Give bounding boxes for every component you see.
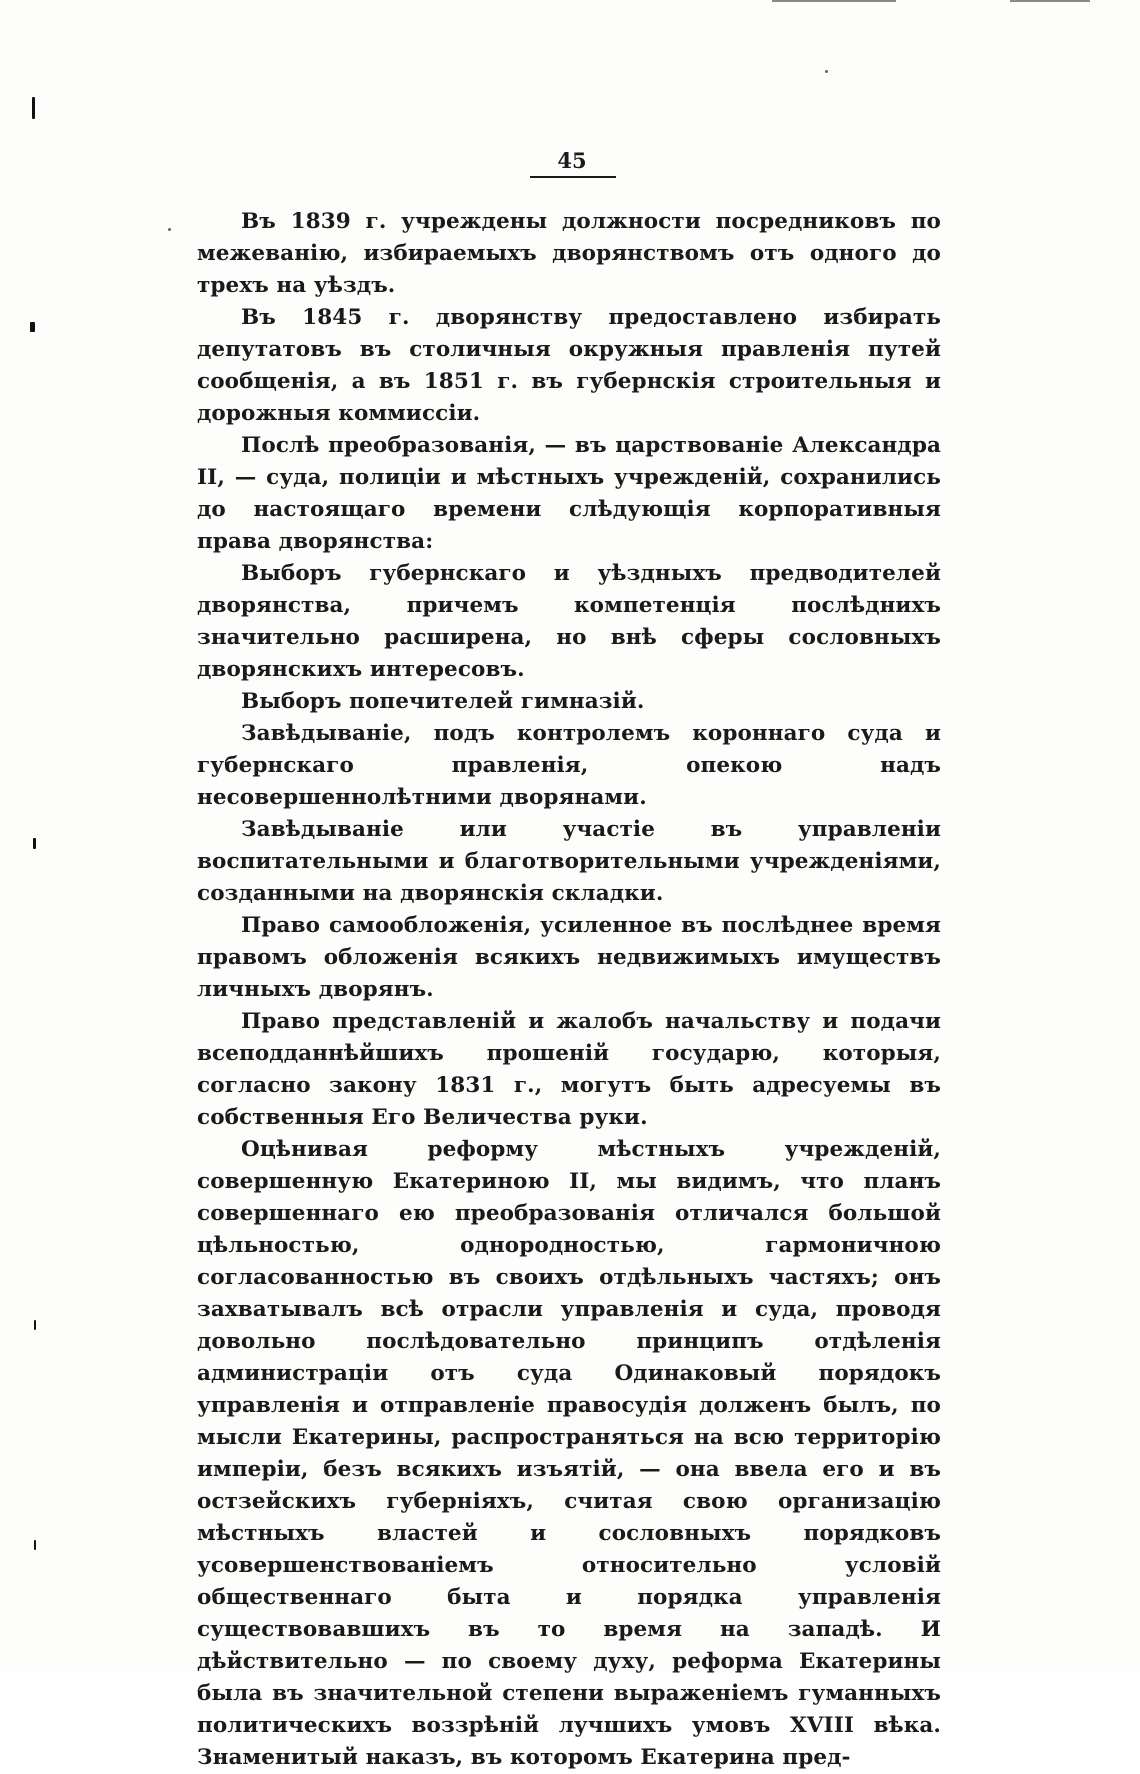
paragraph: Оцѣнивая реформу мѣстныхъ учрежденій, совершенную Екатериною II, мы видимъ, что планъ совершеннаго ею преобразованія отличался большой цѣльностью, однородностью, гармоничною согласованностью въ своихъ отдѣльныхъ частяхъ; онъ захватывалъ всѣ отрасли управленія и суда, проводя довольно послѣдовательно принципъ отдѣленія администраціи отъ суда Одинаковый порядокъ управленія и отправленіе правосудія долженъ былъ, по мысли Екатерины, распространяться на всю территорію имперіи, безъ всякихъ изъятій, — она ввела его и въ остзейскихъ губерніяхъ, считая свою организацію мѣстныхъ властей и сословныхъ порядковъ усовершенствованіемъ относительно условій общественнаго быта и порядка управленія существовавшихъ въ то время на западѣ. И дѣйствительно — по своему духу, реформа Екатерины была въ значительной степени выраженіемъ гуманныхъ политическихъ воззрѣній лучшихъ умовъ XVIII вѣка. Знаменитый наказъ, въ которомъ Екатерина пред- bbox=[197, 1137, 941, 1770]
top-edge-rule bbox=[1010, 0, 1090, 2]
paragraph: Право самообложенія, усиленное въ послѣднее время правомъ обложенія всякихъ недвижимыхъ имуществъ личныхъ дворянъ. bbox=[197, 913, 941, 1002]
speck bbox=[168, 228, 171, 231]
speck bbox=[825, 70, 828, 73]
paragraph: Въ 1839 г. учреждены должности посредниковъ по межеванію, избираемыхъ дворянствомъ отъ одного до трехъ на уѣздъ. bbox=[197, 209, 941, 298]
paragraph: Послѣ преобразованія, — въ царствованіе Александра II, — суда, полиціи и мѣстныхъ учрежденій, сохранились до настоящаго времени слѣдующія корпоративныя права дворянства: bbox=[197, 433, 941, 554]
paragraph: Завѣдываніе или участіе въ управленіи воспитательными и благотворительными учрежденіями, созданными на дворянскія складки. bbox=[197, 817, 941, 906]
margin-mark bbox=[30, 322, 35, 332]
paragraph: Право представленій и жалобъ начальству и подачи всеподданнѣйшихъ прошеній государю, которыя, согласно закону 1831 г., могутъ быть адресуемы въ собственныя Его Величества руки. bbox=[197, 1009, 941, 1130]
paragraph: Выборъ попечителей гимназій. bbox=[241, 689, 645, 714]
top-edge-rule bbox=[772, 0, 896, 2]
paragraph: Завѣдываніе, подъ контролемъ короннаго суда и губернскаго правленія, опекою надъ несовершеннолѣтними дворянами. bbox=[197, 721, 941, 810]
page-number: 45 bbox=[557, 148, 587, 173]
paragraph: Выборъ губернскаго и уѣздныхъ предводителей дворянства, причемъ компетенція послѣднихъ значительно расширена, но внѣ сферы сословныхъ дворянскихъ интересовъ. bbox=[197, 561, 941, 682]
margin-mark bbox=[34, 1320, 36, 1330]
margin-mark bbox=[33, 838, 36, 849]
paragraph: Въ 1845 г. дворянству предоставлено избирать депутатовъ въ столичныя окружныя правленія путей сообщенія, а въ 1851 г. въ губернскія строительныя и дорожныя коммиссіи. bbox=[197, 305, 941, 426]
body-text bbox=[197, 206, 941, 1774]
margin-mark bbox=[34, 1540, 36, 1550]
margin-mark bbox=[32, 97, 35, 119]
page-number-rule bbox=[530, 176, 616, 178]
